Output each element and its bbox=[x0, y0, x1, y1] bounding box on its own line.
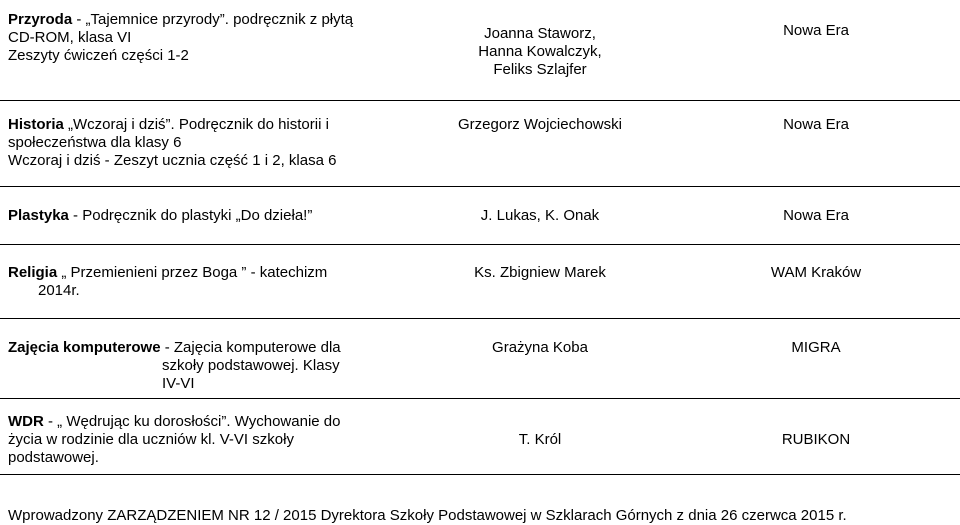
title-text: podstawowej. bbox=[8, 449, 99, 466]
title-cell bbox=[8, 264, 400, 300]
title-text: „Wczoraj i dziś”. Podręcznik do historii i bbox=[63, 116, 329, 133]
subject-label: WDR bbox=[8, 413, 44, 430]
author: Joanna Staworz, bbox=[484, 25, 596, 42]
footer-note: Wprowadzony ZARZĄDZENIEM NR 12 / 2015 Dyrektora Szkoły Podstawowej w Szklarach Górnych z dnia 26 czerwca 2015 r. bbox=[8, 507, 847, 524]
subject-label: Plastyka bbox=[8, 207, 69, 224]
authors-cell: J. Lukas, K. Onak bbox=[480, 207, 600, 224]
authors-cell bbox=[400, 25, 680, 79]
title-text: Zeszyty ćwiczeń części 1-2 bbox=[8, 47, 189, 64]
title-cell bbox=[8, 11, 400, 65]
title-text: IV-VI bbox=[162, 375, 195, 392]
row-divider bbox=[0, 100, 960, 101]
title-text: 2014r. bbox=[38, 282, 80, 299]
title-cell bbox=[8, 116, 400, 170]
authors-cell: Grzegorz Wojciechowski bbox=[458, 116, 622, 133]
row-divider bbox=[0, 244, 960, 245]
publisher-cell: Nowa Era bbox=[783, 207, 849, 224]
publisher-cell: MIGRA bbox=[791, 339, 841, 356]
subject-label: Zajęcia komputerowe bbox=[8, 339, 161, 356]
row-divider bbox=[0, 398, 960, 399]
title-text: CD-ROM, klasa VI bbox=[8, 29, 132, 46]
title-text: - „ Wędrując ku dorosłości”. Wychowanie do bbox=[43, 413, 341, 430]
author: Feliks Szlajfer bbox=[493, 61, 587, 78]
title-cell bbox=[8, 339, 400, 393]
row-divider bbox=[0, 318, 960, 319]
title-text: - Zajęcia komputerowe dla bbox=[160, 339, 341, 356]
title-text: społeczeństwa dla klasy 6 bbox=[8, 134, 182, 151]
title-text: - Podręcznik do plastyki „Do dzieła!” bbox=[68, 207, 313, 224]
subject-label: Przyroda bbox=[8, 11, 73, 28]
title-text: - „Tajemnice przyrody”. podręcznik z płytą bbox=[72, 11, 354, 28]
author: Hanna Kowalczyk, bbox=[478, 43, 602, 60]
publisher-cell: Nowa Era bbox=[783, 22, 849, 39]
title-cell bbox=[8, 413, 400, 467]
title-text: życia w rodzinie dla uczniów kl. V-VI szkoły bbox=[8, 431, 294, 448]
row-divider bbox=[0, 474, 960, 475]
title-text: „ Przemienieni przez Boga ” - katechizm bbox=[57, 264, 328, 281]
title-text: szkoły podstawowej. Klasy bbox=[162, 357, 340, 374]
publisher-cell: WAM Kraków bbox=[770, 264, 862, 281]
subject-label: Historia bbox=[8, 116, 64, 133]
row-divider bbox=[0, 186, 960, 187]
subject-label: Religia bbox=[8, 264, 58, 281]
publisher-cell: Nowa Era bbox=[783, 116, 849, 133]
authors-cell: Ks. Zbigniew Marek bbox=[474, 264, 606, 281]
authors-cell: T. Król bbox=[518, 431, 562, 448]
title-cell bbox=[8, 207, 400, 225]
title-text: Wczoraj i dziś - Zeszyt ucznia część 1 i 2, klasa 6 bbox=[8, 152, 337, 169]
publisher-cell: RUBIKON bbox=[781, 431, 851, 448]
authors-cell: Grażyna Koba bbox=[492, 339, 588, 356]
